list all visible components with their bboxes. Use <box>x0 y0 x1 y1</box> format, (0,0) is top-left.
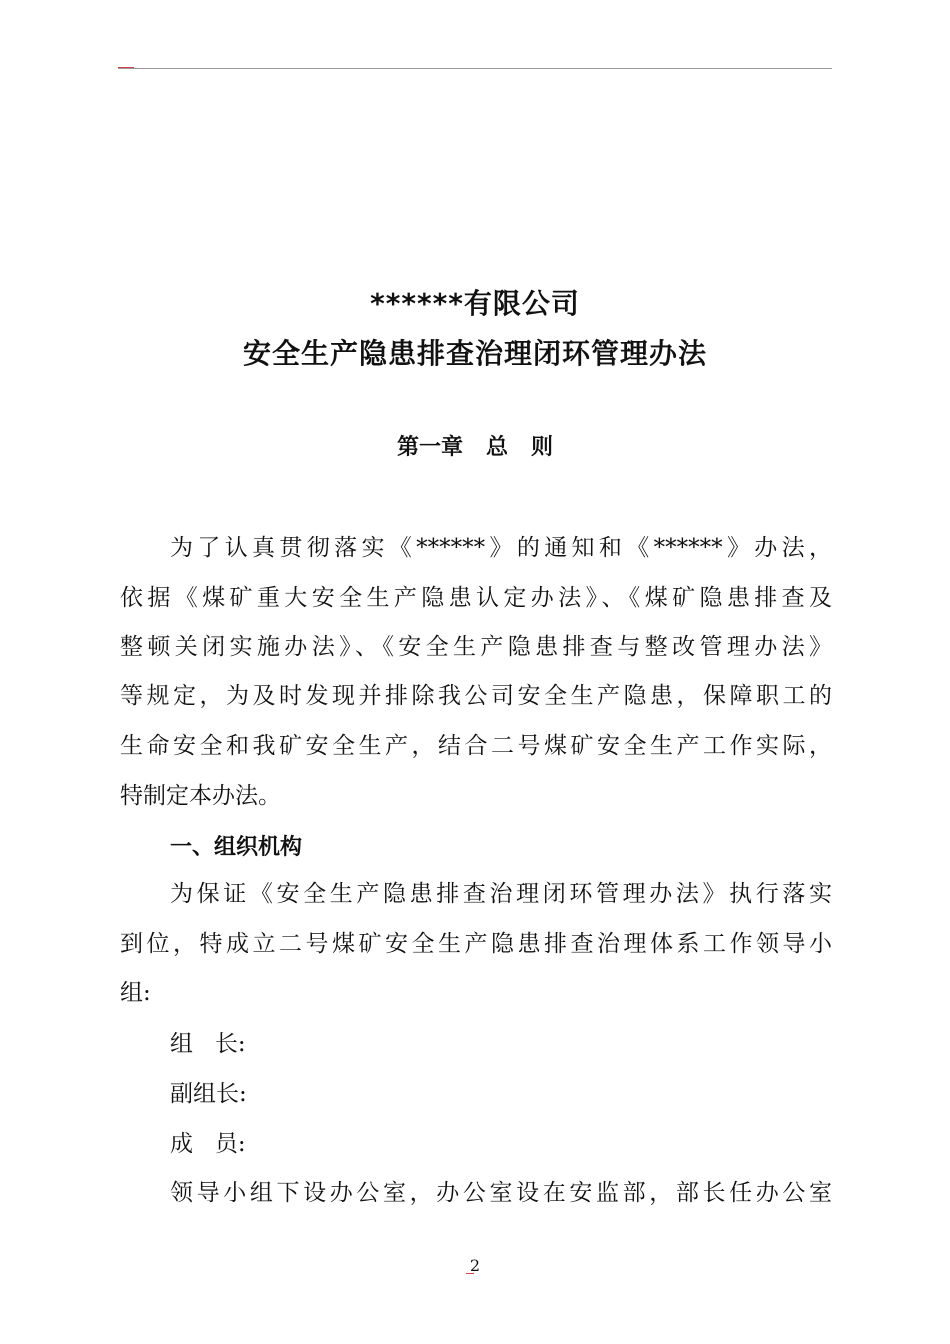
section-heading: 一、组织机构 <box>170 835 303 860</box>
footer-mark <box>466 1273 474 1274</box>
leader-label: 组 长: <box>170 1031 246 1057</box>
chapter-heading: 第一章 总 则 <box>397 435 553 460</box>
header-rule <box>118 68 832 69</box>
paragraph-line: 依据《煤矿重大安全生产隐患认定办法》、《煤矿隐患排查及 <box>120 585 832 611</box>
paragraph-line: 等规定，为及时发现并排除我公司安全生产隐患，保障职工的 <box>120 683 832 709</box>
paragraph-line: 整顿关闭实施办法》、《安全生产隐患排查与整改管理办法》 <box>120 634 832 660</box>
company-title: ******有限公司 <box>370 287 580 320</box>
page-number: 2 <box>469 1256 481 1275</box>
document-title: 安全生产隐患排查治理闭环管理办法 <box>242 337 707 370</box>
paragraph-line: 领导小组下设办公室，办公室设在安监部，部长任办公室 <box>170 1180 832 1206</box>
deputy-leader-label: 副组长: <box>170 1081 247 1107</box>
paragraph-line: 特制定本办法。 <box>120 783 281 809</box>
paragraph-line: 生命安全和我矿安全生产，结合二号煤矿安全生产工作实际， <box>120 733 832 759</box>
paragraph-line: 为保证《安全生产隐患排查治理闭环管理办法》执行落实 <box>170 881 832 907</box>
members-label: 成 员: <box>170 1131 246 1157</box>
paragraph-line: 到位，特成立二号煤矿安全生产隐患排查治理体系工作领导小 <box>120 931 832 957</box>
paragraph-line: 组: <box>120 980 151 1006</box>
header-mark <box>118 67 134 68</box>
paragraph-line: 为了认真贯彻落实《******》的通知和《******》办法， <box>170 535 832 561</box>
